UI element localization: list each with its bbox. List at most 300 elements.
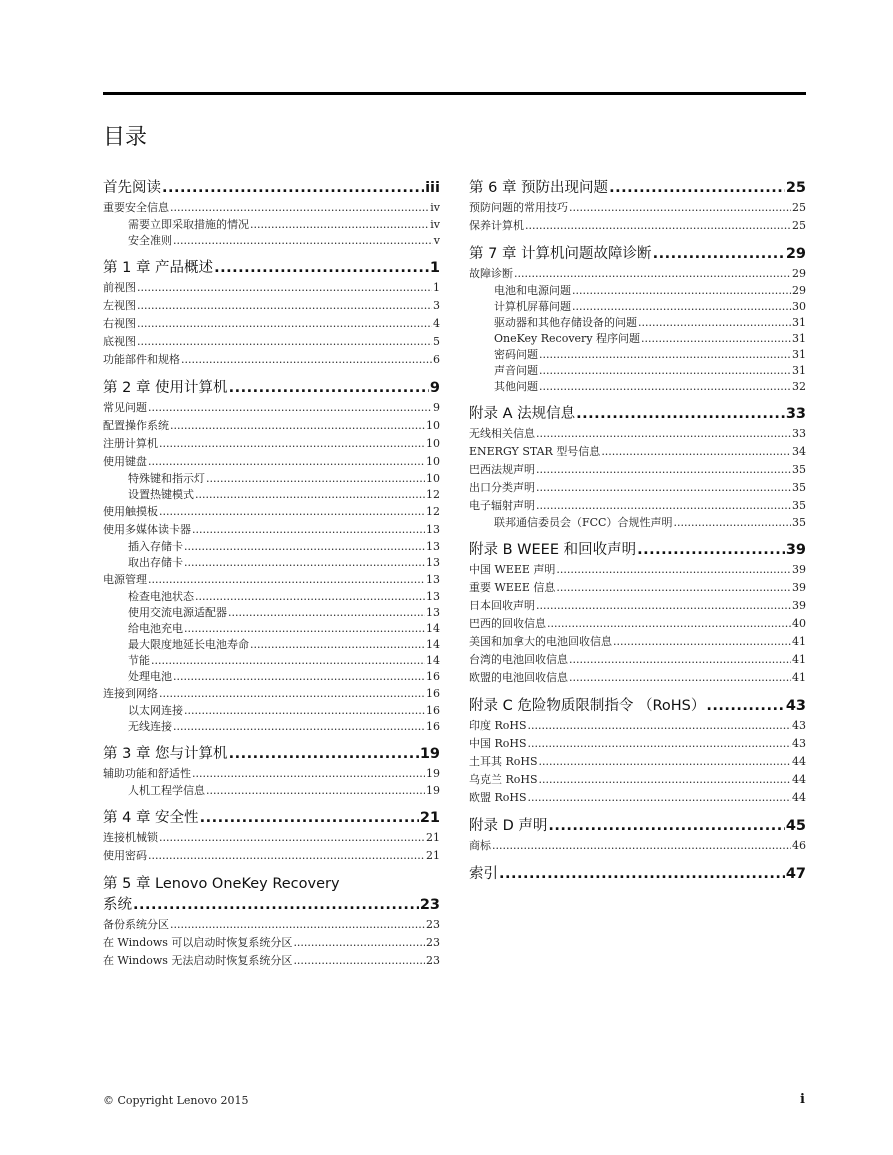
toc-page-number: 29 (785, 246, 806, 262)
toc-page-number: 47 (785, 866, 806, 882)
toc-entry-title: 注册计算机 (103, 437, 158, 450)
toc-subsection-entry[interactable] (469, 515, 806, 531)
toc-section-entry[interactable] (469, 265, 806, 283)
toc-chapter-entry[interactable] (469, 540, 806, 561)
toc-dot-leader (641, 331, 791, 347)
toc-section-entry[interactable] (469, 717, 806, 735)
toc-entry-title: 巴西法规声明 (469, 463, 535, 476)
toc-chapter-entry[interactable] (103, 808, 440, 829)
toc-chapter-entry[interactable] (103, 744, 440, 765)
toc-page-number: 10 (426, 419, 440, 432)
toc-entry-title: 联邦通信委员会（FCC）合规性声明 (494, 516, 673, 529)
toc-page-number: 31 (792, 332, 806, 345)
toc-subsection-entry[interactable] (103, 233, 440, 249)
toc-entry-title: 土耳其 RoHS (469, 755, 538, 768)
toc-subsection-entry[interactable] (469, 363, 806, 379)
toc-page-number: 5 (433, 335, 440, 348)
toc-page-number: 13 (426, 590, 440, 603)
toc-entry-title: 功能部件和规格 (103, 353, 180, 366)
toc-section-entry[interactable] (469, 615, 806, 633)
toc-entry-title: 设置热键模式 (128, 488, 194, 501)
toc-chapter-entry[interactable] (469, 696, 806, 717)
toc-entry-title: 使用多媒体读卡器 (103, 523, 191, 536)
toc-page-number: 41 (792, 671, 806, 684)
toc-dot-leader (569, 651, 791, 669)
toc-entry-title: 商标 (469, 839, 491, 852)
toc-page-number: 1 (429, 260, 440, 276)
toc-page-number: 33 (785, 406, 806, 422)
toc-page-number: 13 (426, 523, 440, 536)
toc-entry-title: 常见问题 (103, 401, 147, 414)
toc-entry-title: 第 2 章 使用计算机 (103, 380, 228, 396)
toc-entry-title: 美国和加拿大的电池回收信息 (469, 635, 612, 648)
toc-section-entry[interactable] (103, 571, 440, 589)
toc-dot-leader (536, 425, 791, 443)
toc-page-number: 10 (426, 437, 440, 450)
toc-entry-title: 第 3 章 您与计算机 (103, 746, 228, 762)
toc-entry-title: 附录 D 声明 (469, 818, 548, 834)
toc-section-entry[interactable] (469, 597, 806, 615)
toc-section-entry[interactable] (469, 217, 806, 235)
toc-dot-leader (192, 765, 425, 783)
toc-entry-title: 计算机屏幕问题 (494, 300, 571, 313)
toc-subsection-entry[interactable] (103, 653, 440, 669)
toc-dot-leader (137, 315, 432, 333)
toc-dot-leader (536, 597, 791, 615)
toc-subsection-entry[interactable] (103, 539, 440, 555)
toc-section-entry[interactable] (469, 771, 806, 789)
toc-chapter-entry[interactable] (469, 244, 806, 265)
toc-page-number: 10 (426, 455, 440, 468)
toc-section-entry[interactable] (469, 651, 806, 669)
toc-entry-title: 使用交流电源适配器 (128, 606, 227, 619)
toc-dot-leader (539, 363, 791, 379)
toc-entry-title: 底视图 (103, 335, 136, 348)
toc-subsection-entry[interactable] (469, 379, 806, 395)
toc-page-number: 13 (426, 556, 440, 569)
toc-dot-leader (576, 404, 785, 425)
toc-page-number: 16 (426, 687, 440, 700)
toc-entry-title: 欧盟的电池回收信息 (469, 671, 568, 684)
toc-entry-title: 重要安全信息 (103, 201, 169, 214)
toc-subsection-entry[interactable] (103, 605, 440, 621)
toc-entry-title: 备份系统分区 (103, 918, 169, 931)
toc-section-entry[interactable] (103, 199, 440, 217)
toc-section-entry[interactable] (469, 561, 806, 579)
toc-dot-leader (184, 555, 425, 571)
toc-section-entry[interactable] (103, 765, 440, 783)
toc-section-entry[interactable] (469, 425, 806, 443)
toc-section-entry[interactable] (469, 443, 806, 461)
toc-dot-leader (499, 864, 785, 885)
toc-entry-title: 乌克兰 RoHS (469, 773, 538, 786)
toc-entry-title: 密码问题 (494, 348, 538, 361)
toc-dot-leader (293, 952, 425, 970)
toc-page-number: 44 (792, 755, 806, 768)
toc-dot-leader (137, 297, 432, 315)
toc-dot-leader (192, 521, 425, 539)
toc-subsection-entry[interactable] (103, 487, 440, 503)
toc-dot-leader (170, 916, 425, 934)
toc-page-number: 29 (792, 267, 806, 280)
toc-section-entry[interactable] (103, 297, 440, 315)
toc-entry-title: 使用密码 (103, 849, 147, 862)
toc-dot-leader (229, 378, 429, 399)
toc-dot-leader (214, 258, 429, 279)
toc-dot-leader (572, 283, 791, 299)
toc-page-number: 39 (792, 563, 806, 576)
toc-dot-leader (539, 753, 791, 771)
toc-dot-leader (525, 217, 791, 235)
toc-dot-leader (184, 621, 425, 637)
toc-dot-leader (148, 399, 432, 417)
toc-dot-leader (184, 703, 425, 719)
toc-dot-leader (173, 233, 433, 249)
toc-entry-title: 保养计算机 (469, 219, 524, 232)
toc-left-column (103, 178, 440, 970)
toc-entry-title: 预防问题的常用技巧 (469, 201, 568, 214)
toc-section-entry[interactable] (103, 521, 440, 539)
toc-dot-leader (514, 265, 791, 283)
toc-page-number: 9 (429, 380, 440, 396)
toc-dot-leader (159, 829, 425, 847)
toc-entry-title: 第 1 章 产品概述 (103, 260, 214, 276)
toc-section-entry[interactable] (103, 685, 440, 703)
toc-entry-title: 配置操作系统 (103, 419, 169, 432)
toc-section-entry[interactable] (103, 453, 440, 471)
toc-section-entry[interactable] (469, 837, 806, 855)
toc-section-entry[interactable] (103, 399, 440, 417)
toc-section-entry[interactable] (103, 435, 440, 453)
toc-dot-leader (613, 633, 791, 651)
toc-entry-title: 辅助功能和舒适性 (103, 767, 191, 780)
toc-entry-title: 声音问题 (494, 364, 538, 377)
toc-subsection-entry[interactable] (469, 347, 806, 363)
toc-entry-title: 驱动器和其他存储设备的问题 (494, 316, 637, 329)
toc-dot-leader (556, 561, 791, 579)
toc-subsection-entry[interactable] (469, 331, 806, 347)
toc-page-number: 41 (792, 635, 806, 648)
toc-entry-title: 无线连接 (128, 720, 172, 733)
toc-section-entry[interactable] (103, 952, 440, 970)
toc-subsection-entry[interactable] (103, 621, 440, 637)
toc-page-number: 23 (426, 954, 440, 967)
toc-entry-title: 在 Windows 无法启动时恢复系统分区 (103, 954, 293, 967)
toc-dot-leader (528, 735, 791, 753)
toc-dot-leader (536, 461, 791, 479)
toc-page-number: 10 (426, 472, 440, 485)
toc-dot-leader (159, 503, 425, 521)
toc-section-entry[interactable] (469, 669, 806, 687)
toc-chapter-entry[interactable] (469, 178, 806, 199)
toc-dot-leader (673, 515, 791, 531)
toc-section-entry[interactable] (103, 934, 440, 952)
toc-section-entry[interactable] (469, 461, 806, 479)
toc-page-number: 14 (426, 638, 440, 651)
toc-subsection-entry[interactable] (103, 217, 440, 233)
toc-page-number: 6 (433, 353, 440, 366)
toc-chapter-entry[interactable] (469, 816, 806, 837)
toc-subsection-entry[interactable] (103, 669, 440, 685)
toc-page-number: 34 (792, 445, 806, 458)
toc-page-number: 23 (426, 936, 440, 949)
toc-entry-title: 其他问题 (494, 380, 538, 393)
toc-chapter-5-line1[interactable]: 第 5 章 Lenovo OneKey Recovery (103, 876, 340, 892)
toc-entry-title: 插入存储卡 (128, 540, 183, 553)
toc-dot-leader (528, 717, 791, 735)
toc-dot-leader (569, 199, 791, 217)
toc-page-number: 33 (792, 427, 806, 440)
toc-page-number: 13 (426, 540, 440, 553)
toc-entry-title: 人机工程学信息 (128, 784, 205, 797)
toc-entry-title: 中国 WEEE 声明 (469, 563, 556, 576)
toc-dot-leader (228, 605, 425, 621)
toc-entry-title: 台湾的电池回收信息 (469, 653, 568, 666)
toc-dot-leader (137, 333, 432, 351)
toc-page-number: 25 (792, 201, 806, 214)
toc-page-number: 35 (792, 516, 806, 529)
toc-dot-leader (637, 540, 785, 561)
toc-entry-title: 日本回收声明 (469, 599, 535, 612)
toc-subsection-entry[interactable] (103, 471, 440, 487)
toc-page-number: 1 (433, 281, 440, 294)
toc-dot-leader (601, 443, 791, 461)
toc-entry-title: 无线相关信息 (469, 427, 535, 440)
toc-dot-leader (539, 347, 791, 363)
toc-dot-leader (184, 539, 425, 555)
toc-entry-title: 重要 WEEE 信息 (469, 581, 556, 594)
toc-entry-title: 电池和电源问题 (494, 284, 571, 297)
toc-page-number: 14 (426, 622, 440, 635)
toc-section-entry[interactable] (469, 497, 806, 515)
toc-entry-title: OneKey Recovery 程序问题 (494, 332, 641, 345)
toc-entry-title: 附录 C 危险物质限制指令 （RoHS） (469, 698, 706, 714)
toc-page-number: 21 (426, 849, 440, 862)
toc-entry-title: 连接机械锁 (103, 831, 158, 844)
toc-section-entry[interactable] (469, 789, 806, 807)
toc-subsection-entry[interactable] (469, 283, 806, 299)
page-title: 目录 (103, 125, 148, 150)
toc-entry-title: 在 Windows 可以启动时恢复系统分区 (103, 936, 293, 949)
toc-page-number: 43 (785, 698, 806, 714)
toc-section-entry[interactable] (469, 753, 806, 771)
toc-page-number: 3 (433, 299, 440, 312)
toc-subsection-entry[interactable] (103, 703, 440, 719)
toc-dot-leader (492, 837, 791, 855)
toc-dot-leader (206, 471, 425, 487)
toc-page-number: 16 (426, 670, 440, 683)
toc-page-number: 45 (785, 818, 806, 834)
toc-entry-title: 最大限度地延长电池寿命 (128, 638, 249, 651)
toc-page-number: 44 (792, 773, 806, 786)
toc-entry-title: 使用触摸板 (103, 505, 158, 518)
toc-entry-title: 右视图 (103, 317, 136, 330)
toc-dot-leader (151, 653, 425, 669)
toc-page-number: 39 (792, 599, 806, 612)
toc-dot-leader (293, 934, 425, 952)
toc-entry-title: 出口分类声明 (469, 481, 535, 494)
toc-page-number: 35 (792, 481, 806, 494)
toc-page-number: 9 (433, 401, 440, 414)
toc-dot-leader (159, 685, 425, 703)
toc-entry-title: ENERGY STAR 型号信息 (469, 445, 601, 458)
toc-section-entry[interactable] (469, 199, 806, 217)
toc-page-number: 31 (792, 364, 806, 377)
toc-subsection-entry[interactable] (103, 783, 440, 799)
toc-dot-leader (170, 199, 429, 217)
toc-entry-title: 印度 RoHS (469, 719, 527, 732)
toc-page-number: 40 (792, 617, 806, 630)
toc-section-entry[interactable] (103, 916, 440, 934)
toc-entry-title: 首先阅读 (103, 180, 161, 196)
toc-page-number: 35 (792, 499, 806, 512)
toc-page-number: 21 (419, 810, 440, 826)
toc-page-number: 32 (792, 380, 806, 393)
toc-entry-title: 连接到网络 (103, 687, 158, 700)
toc-dot-leader (539, 379, 791, 395)
copyright-notice: © Copyright Lenovo 2015 (103, 1094, 249, 1107)
toc-page-number: 25 (792, 219, 806, 232)
toc-entry-title: 需要立即采取措施的情况 (128, 218, 249, 231)
toc-section-entry[interactable] (103, 829, 440, 847)
toc-page-number: 19 (419, 746, 440, 762)
toc-chapter-entry[interactable] (469, 404, 806, 425)
toc-entry-title: 中国 RoHS (469, 737, 527, 750)
toc-entry-title: 第 7 章 计算机问题故障诊断 (469, 246, 652, 262)
toc-entry-title: 电源管理 (103, 573, 147, 586)
toc-dot-leader (148, 453, 425, 471)
toc-entry-title: 节能 (128, 654, 150, 667)
toc-dot-leader (536, 479, 791, 497)
toc-page-number: 16 (426, 720, 440, 733)
toc-page-number: iii (425, 180, 440, 196)
toc-page-number: 19 (426, 767, 440, 780)
toc-entry-title: 给电池充电 (128, 622, 183, 635)
toc-dot-leader (547, 615, 791, 633)
toc-dot-leader (609, 178, 785, 199)
toc-section-entry[interactable] (103, 417, 440, 435)
toc-page-number: 14 (426, 654, 440, 667)
toc-entry-title: 以太网连接 (128, 704, 183, 717)
toc-page-number: 35 (792, 463, 806, 476)
toc-chapter-entry[interactable] (103, 178, 440, 199)
toc-page-number: 12 (426, 488, 440, 501)
toc-page-number: 30 (792, 300, 806, 313)
toc-subsection-entry[interactable] (103, 637, 440, 653)
toc-section-entry[interactable] (469, 479, 806, 497)
toc-page-number: 12 (426, 505, 440, 518)
toc-entry-title: 巴西的回收信息 (469, 617, 546, 630)
toc-section-entry[interactable] (103, 351, 440, 369)
toc-page-number: 39 (785, 542, 806, 558)
toc-dot-leader (159, 435, 425, 453)
toc-page-number: 23 (426, 918, 440, 931)
toc-dot-leader (200, 808, 419, 829)
toc-page-number: iv (430, 218, 440, 231)
toc-section-entry[interactable] (103, 333, 440, 351)
toc-page-number: v (433, 234, 440, 247)
toc-section-entry[interactable] (469, 735, 806, 753)
toc-page-number: 29 (792, 284, 806, 297)
toc-page-number: 4 (433, 317, 440, 330)
toc-entry-title: 第 6 章 预防出现问题 (469, 180, 609, 196)
toc-entry-title: 左视图 (103, 299, 136, 312)
toc-entry-title: 故障诊断 (469, 267, 513, 280)
toc-page-number: 39 (792, 581, 806, 594)
toc-entry-title: 取出存储卡 (128, 556, 183, 569)
toc-right-column (469, 178, 806, 885)
toc-entry-title: 特殊键和指示灯 (128, 472, 205, 485)
toc-dot-leader (572, 299, 791, 315)
toc-section-entry[interactable] (103, 847, 440, 865)
toc-entry-title: 附录 B WEEE 和回收声明 (469, 542, 637, 558)
toc-dot-leader (653, 244, 785, 265)
toc-page-number: 31 (792, 316, 806, 329)
toc-page-number: 21 (426, 831, 440, 844)
toc-page-number: 43 (792, 719, 806, 732)
toc-subsection-entry[interactable] (103, 589, 440, 605)
toc-dot-leader (250, 217, 429, 233)
toc-dot-leader (148, 847, 425, 865)
toc-entry-title: 前视图 (103, 281, 136, 294)
toc-dot-leader (569, 669, 791, 687)
toc-entry-title: 第 4 章 安全性 (103, 810, 199, 826)
toc-entry-title: 索引 (469, 866, 498, 882)
toc-dot-leader (548, 816, 784, 837)
toc-dot-leader (706, 696, 784, 717)
toc-subsection-entry[interactable] (469, 299, 806, 315)
toc-page-number: 43 (792, 737, 806, 750)
toc-dot-leader (162, 178, 424, 199)
toc-subsection-entry[interactable] (469, 315, 806, 331)
toc-entry-title: 电子辐射声明 (469, 499, 535, 512)
toc-page-number: 13 (426, 573, 440, 586)
toc-dot-leader (556, 579, 791, 597)
toc-entry-title: 处理电池 (128, 670, 172, 683)
toc-page-number: 19 (426, 784, 440, 797)
toc-dot-leader (539, 771, 791, 789)
toc-dot-leader (536, 497, 791, 515)
toc-page-number: iv (430, 201, 440, 214)
toc-chapter-entry[interactable] (103, 378, 440, 399)
toc-page-number: 41 (792, 653, 806, 666)
top-rule (103, 92, 806, 95)
toc-dot-leader (181, 351, 432, 369)
toc-dot-leader (148, 571, 425, 589)
toc-section-entry[interactable] (469, 579, 806, 597)
toc-section-entry[interactable] (469, 633, 806, 651)
toc-chapter-entry[interactable] (469, 864, 806, 885)
toc-page-number: 31 (792, 348, 806, 361)
toc-section-entry[interactable] (103, 503, 440, 521)
toc-section-entry[interactable] (103, 279, 440, 297)
toc-section-entry[interactable] (103, 315, 440, 333)
toc-dot-leader (206, 783, 425, 799)
toc-page-number: 16 (426, 704, 440, 717)
toc-subsection-entry[interactable] (103, 719, 440, 735)
toc-dot-leader (195, 487, 425, 503)
toc-dot-leader (229, 744, 419, 765)
toc-chapter-entry[interactable] (103, 258, 440, 279)
toc-subsection-entry[interactable] (103, 555, 440, 571)
toc-page-number: 13 (426, 606, 440, 619)
toc-dot-leader (638, 315, 791, 331)
toc-dot-leader (137, 279, 432, 297)
toc-chapter-5-line2[interactable]: 系统 ..... 23 (103, 895, 440, 916)
toc-dot-leader (173, 719, 425, 735)
toc-dot-leader (170, 417, 425, 435)
toc-dot-leader (195, 589, 425, 605)
